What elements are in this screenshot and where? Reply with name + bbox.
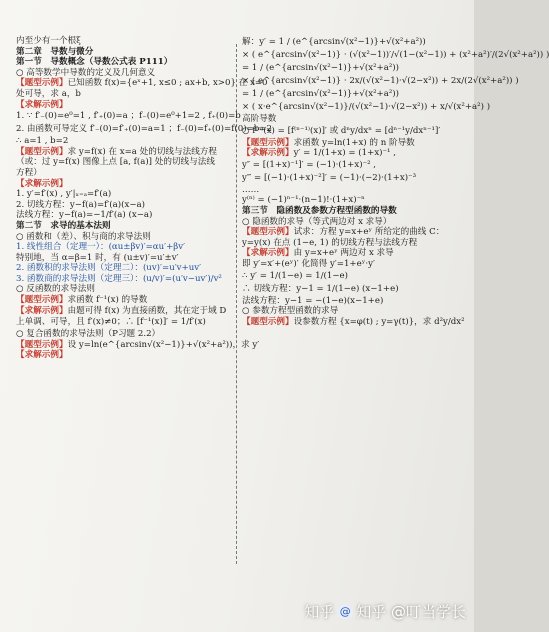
left-column-line: 方程） xyxy=(16,167,42,178)
right-column-line: 【题型示例】设参数方程 {x=φ(t) ; y=γ(t)}，求 d²y/dx² xyxy=(242,316,465,327)
right-column-line: ∴ 切线方程：y−1 = 1/(1−e) (x−1+e) xyxy=(242,283,399,294)
right-column-line: 【题型示例】试求：方程 y=x+eʸ 所给定的曲线 C： xyxy=(242,227,445,238)
left-column-line: 1. ∵ f′₋(0)=e⁰=1 , f′₊(0)=a ；f₋(0)=e⁰+1=2 , f₊(0)=b xyxy=(16,111,241,122)
left-column-line: 【求解示例】 xyxy=(16,350,68,361)
left-column-line: 【题型示例】求函数 f⁻¹(x) 的导数 xyxy=(16,295,148,306)
example-tag: 【题型示例】 xyxy=(16,339,68,350)
right-column-line: × ( x·e^{arcsin√(x²−1)}/(√(x²−1)·√(2−x²)) + x/√(x²+a²) ) xyxy=(242,102,491,112)
left-column-line: 法线方程：y−f(a)=−1/f′(a) (x−a) xyxy=(16,210,153,221)
right-column-line: y=y(x) 在点 (1−e, 1) 的切线方程与法线方程 xyxy=(242,237,418,248)
left-column-line: （或：过 y=f(x) 图像上点 [a, f(a)] 处的切线与法线 xyxy=(16,157,215,168)
left-column-line: 2. 函数积的求导法则（定理二）：(uv)′=u′v+uv′ xyxy=(16,263,202,274)
right-column-line: 【求解示例】y′ = 1/(1+x) = (1+x)⁻¹ , xyxy=(242,148,396,159)
left-column-line: ∴ a=1 , b=2 xyxy=(16,136,69,147)
left-column-line: 【求解示例】 xyxy=(16,178,68,189)
left-column-line: 上单调、可导，且 f′(x)≠0；∴ [f⁻¹(x)]′ = 1/f′(x) xyxy=(16,317,206,328)
example-tag: 【题型示例】 xyxy=(242,227,294,238)
right-column-line: = 1 / (e^{arcsin√(x²−1)}+√(x²+a²)) xyxy=(242,89,400,99)
left-column-line: ○ 反函数的求导法则 xyxy=(16,284,95,295)
left-column-line: 第一节 导数概念（导数公式表 P111） xyxy=(16,57,173,68)
right-column-line: ○ f⁽ⁿ⁾(x) = [f⁽ⁿ⁻¹⁾(x)]′ 或 dⁿy/dxⁿ = [dⁿ⁻¹y/dxⁿ⁻¹]′ xyxy=(242,125,441,136)
left-column-line: 处可导，求 a，b xyxy=(16,88,81,99)
left-column-line: 【求解示例】 xyxy=(16,99,68,110)
right-column-line: ○ 隐函数的求导（等式两边对 x 求导） xyxy=(242,216,392,227)
left-column-line: 【题型示例】已知函数 f(x)={eˣ+1, x≤0 ; ax+b, x>0} 在 x=0 xyxy=(16,78,268,89)
example-tag: 【题型示例】 xyxy=(16,78,68,89)
left-column-line: 1. 线性组合（定理一）：(αu±βv)′=αu′+βv′ xyxy=(16,242,186,253)
example-tag: 【题型示例】 xyxy=(242,316,294,327)
column-divider xyxy=(236,44,237,564)
right-column-line: y‴ = [(−1)·(1+x)⁻²]′ = (−1)·(−2)·(1+x)⁻³ xyxy=(242,172,417,183)
left-column-line: 第二章 导数与微分 xyxy=(16,46,94,57)
example-tag: 【求解示例】 xyxy=(242,248,294,259)
right-column-line: 高阶导数 xyxy=(242,114,277,124)
right-column-line: y⁽ⁿ⁾ = (−1)ⁿ⁻¹·(n−1)!·(1+x)⁻ⁿ xyxy=(242,195,365,206)
zhihu-watermark xyxy=(304,601,466,622)
left-column-line: 特别地，当 α=β=1 时，有 (u±v)′=u′±v′ xyxy=(16,252,179,263)
right-column-line: 即 y′=x′+(eʸ)′ 化简得 y′=1+eʸ·y′ xyxy=(242,258,375,269)
right-column-line: 解：y′ = 1 / (e^{arcsin√(x²−1)}+√(x²+a²)) xyxy=(242,37,426,47)
right-column-line: ○ 参数方程型函数的求导 xyxy=(242,306,339,317)
right-column-line: 【求解示例】由 y=x+eʸ 两边对 x 求导 xyxy=(242,248,394,259)
left-column-line: 2. 由函数可导定义 f′₋(0)=f′₊(0)=a=1 ；f₋(0)=f₊(0)=f(0)=b=2 xyxy=(16,124,272,135)
example-tag: 【题型示例】 xyxy=(16,295,68,306)
left-column-line: 【题型示例】求 y=f(x) 在 x=a 处的切线与法线方程 xyxy=(16,146,217,157)
left-column-line: ○ 函数和（差）、积与商的求导法则 xyxy=(16,231,151,242)
left-column-line: 【求解示例】由题可得 f(x) 为直接函数，其在定于域 D xyxy=(16,305,227,316)
right-column-line: 【题型示例】求函数 y=ln(1+x) 的 n 阶导数 xyxy=(242,137,415,148)
example-tag: 【题型示例】 xyxy=(242,137,294,148)
example-tag: 【题型示例】 xyxy=(16,146,68,157)
right-column-line: ∴ y′ = 1/(1−e) = 1/(1−e) xyxy=(242,270,348,281)
right-column-line: y″ = [(1+x)⁻¹]′ = (−1)·(1+x)⁻² , xyxy=(242,159,377,170)
left-column-line: 2. 切线方程：y−f(a)=f′(a)(x−a) xyxy=(16,199,146,210)
right-column-line: 第三节 隐函数及参数方程型函数的导数 xyxy=(242,205,397,216)
left-column-line: 内至少有一个根ξ xyxy=(16,36,81,46)
example-tag: 【求解示例】 xyxy=(242,148,294,159)
right-column-line: × ( e^{arcsin√(x²−1)} · (√(x²−1))′/√(1−(x²−1)) + (x²+a²)′/(2√(x²+a²)) ) xyxy=(242,50,549,60)
watermark-author: 知乎 @叮当学长 xyxy=(356,603,466,621)
right-column-line: …… xyxy=(242,184,260,195)
left-column-line: ○ 高等数学中导数的定义及几何意义 xyxy=(16,67,156,78)
right-column xyxy=(242,36,549,327)
at-logo-icon: @ xyxy=(337,604,353,620)
left-column-line: 第二节 求导的基本法则 xyxy=(16,220,111,231)
left-column-line: 1. y′=f′(x) , y′|ₓ₌ₐ=f′(a) xyxy=(16,189,112,200)
example-tag: 【求解示例】 xyxy=(16,305,68,316)
left-column-line: 3. 函数商的求导法则（定理三）：(u/v)′=(u′v−uv′)/v² xyxy=(16,273,222,284)
zhihu-logo-icon: 知乎 xyxy=(304,603,335,621)
right-column-line: 法线方程：y−1 = −(1−e)(x−1+e) xyxy=(242,295,384,306)
right-column-line: × ( e^{arcsin√(x²−1)} · 2x/(√(x²−1)·√(2−x²)) + 2x/(2√(x²+a²)) ) xyxy=(242,76,519,86)
left-column-line: ○ 复合函数的求导法则（P习题 2.2） xyxy=(16,329,161,340)
left-column-line: 【题型示例】设 y=ln(e^{arcsin√(x²−1)}+√(x²+a²))，求 y′ xyxy=(16,339,260,350)
right-column-line: = 1 / (e^{arcsin√(x²−1)}+√(x²+a²)) xyxy=(242,63,400,73)
